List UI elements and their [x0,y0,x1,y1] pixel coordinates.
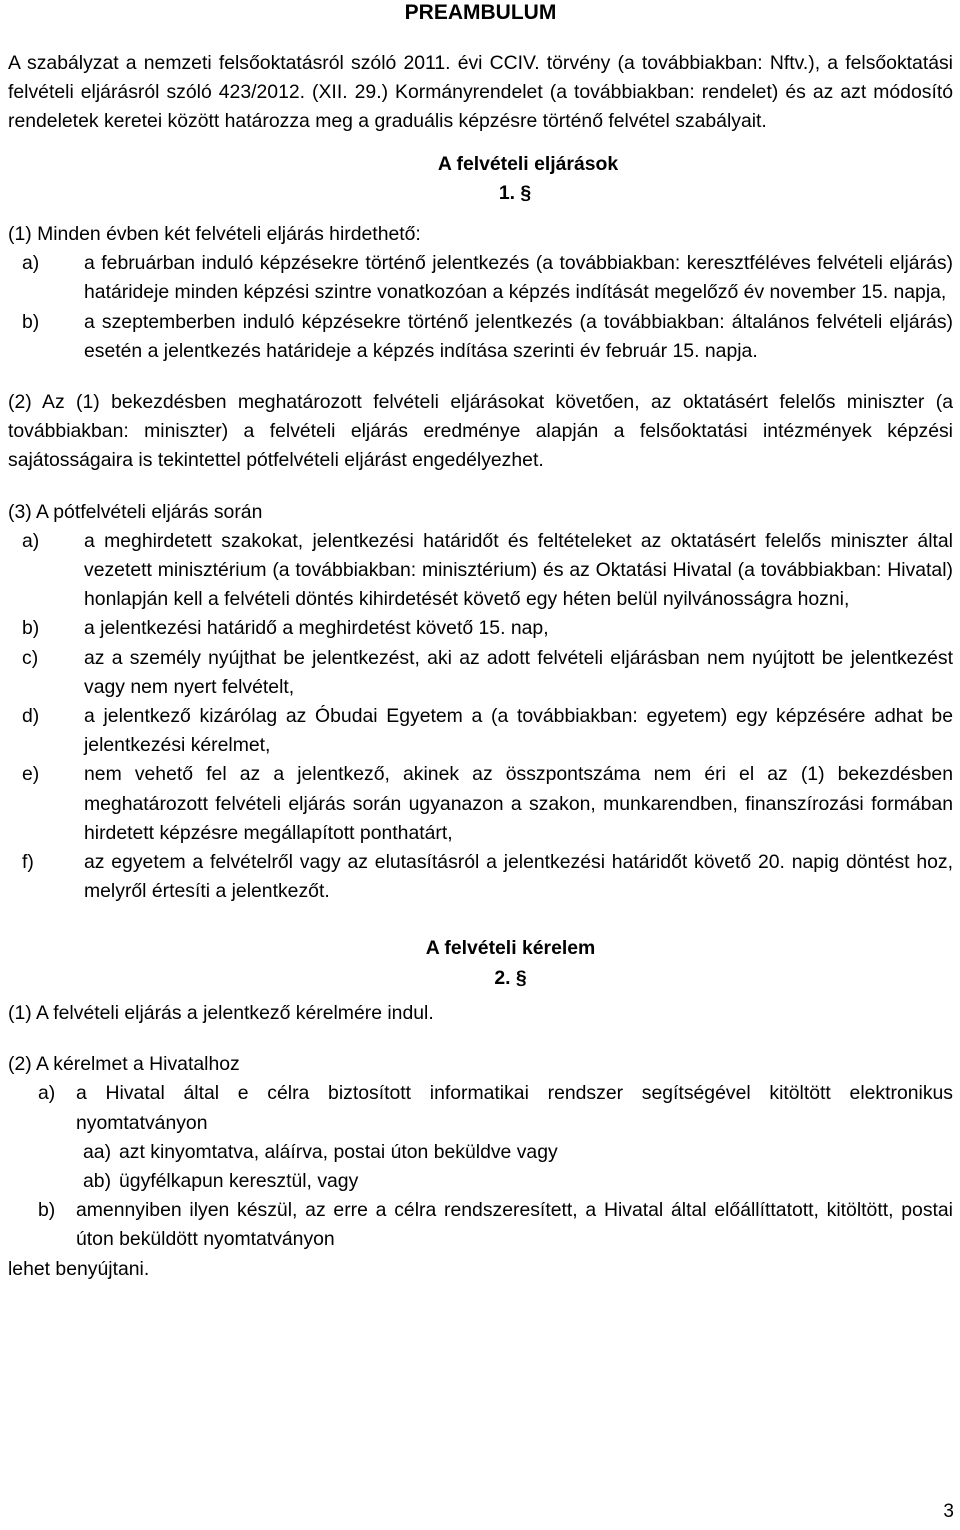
list-text: ügyfélkapun keresztül, vagy [119,1169,359,1192]
list-label: f) [22,851,34,874]
list-text: a Hivatal által e célra biztosított informatikai rendszer segítségével kitöltött elektronikus nyomtatványon [76,1082,953,1134]
s1-p3-item-a [8,527,953,615]
s1-p3-item-f [8,848,953,906]
section-1-number: 1. § [498,181,532,204]
section-2-heading: A felvételi kérelem [425,937,596,960]
list-label: b) [38,1199,56,1222]
s1-p1-item-b [8,308,953,366]
list-text: az a személy nyújthat be jelentkezést, aki az adott felvételi eljárásban nem nyújtott be jelentkezést vagy nem nyert felvételt, [84,646,953,698]
s1-p3-item-d [8,702,953,760]
s1-paragraph-1-intro: (1) Minden évben két felvételi eljárás hirdethető: [8,223,421,246]
list-label: b) [22,310,40,333]
s1-p1-item-a [8,249,953,307]
list-text: azt kinyomtatva, aláírva, postai úton beküldve vagy [119,1140,558,1163]
s2-paragraph-1: (1) A felvételi eljárás a jelentkező kérelmére indul. [8,1001,434,1024]
list-label: d) [22,705,40,728]
s2-p2-item-b [8,1196,953,1254]
section-2-number: 2. § [494,966,527,989]
list-label: a) [22,529,40,552]
list-text: az egyetem a felvételről vagy az elutasításról a jelentkezési határidőt követő 20. napig döntést hoz, melyről értesíti a jelentkezőt. [84,851,953,903]
s2-paragraph-2-intro: (2) A kérelmet a Hivatalhoz [8,1053,240,1076]
list-text: amennyiben ilyen készül, az erre a célra rendszeresített, a Hivatal által előállíttatott, kitöltött, postai úton beküldött nyomtatványon [76,1199,953,1251]
list-text: a szeptemberben induló képzésekre történő jelentkezés (a továbbiakban: általános felvételi eljárás) esetén a jelentkezés határideje a képzés indítása szerinti év február 15. napja. [84,310,953,362]
preamble-paragraph: A szabályzat a nemzeti felsőoktatásról szóló 2011. évi CCIV. törvény (a továbbiakban: Nftv.), a felsőoktatási felvételi eljárásról szóló 423/2012. (XII. 29.) Kormányrendelet (a továbbiakban: rendelet) és az azt módosító rendeletek keretei között határozza meg a graduális képzésre történő felvétel szabályait. [8,52,953,133]
list-label: ab) [83,1169,112,1192]
list-label: c) [22,646,39,669]
s1-p3-item-c [8,644,953,702]
list-text: a februárban induló képzésekre történő jelentkezés (a továbbiakban: keresztféléves felvételi eljárás) határideje minden képzési szintre vonatkozóan a képzés indítását megelőző év november 15. napja, [84,252,953,304]
list-text: a jelentkezési határidő a meghirdetést követő 15. nap, [84,617,549,640]
list-text: nem vehető fel az a jelentkező, akinek az összpontszáma nem éri el az (1) bekezdésben meghatározott felvételi eljárás során ugyanazon a szakon, munkarendben, finanszírozási formában hirdetett képzésre megállapított ponthatárt, [84,763,953,844]
document-page [8,0,953,1284]
list-label: e) [22,763,40,786]
s1-paragraph-2: (2) Az (1) bekezdésben meghatározott felvételi eljárásokat követően, az oktatásért felelős miniszter (a továbbiakban: miniszter) a felvételi eljárás eredménye alapján a felsőoktatási intézmények képzési sajátosságaira is tekintettel pótfelvételi eljárást engedélyezhet. [8,391,953,472]
list-text: a jelentkező kizárólag az Óbudai Egyetem a (a továbbiakban: egyetem) egy képzésére adhat be jelentkezési kérelmet, [84,705,953,757]
s1-paragraph-3-intro: (3) A pótfelvételi eljárás során [8,500,263,523]
list-label: b) [22,617,40,640]
s2-p2-item-a [8,1079,953,1137]
document-title: PREAMBULUM [404,1,557,24]
list-label: aa) [83,1140,112,1163]
s1-p3-item-b [8,614,953,643]
section-1-heading: A felvételi eljárások [437,152,619,175]
list-text: a meghirdetett szakokat, jelentkezési határidőt és feltételeket az oktatásért felelős miniszter által vezetett minisztérium (a továbbiakban: minisztérium) és az Oktatási Hivatal (a továbbiakban: Hivatal) honlapján kell a felvételi döntés kihirdetését követő egy héten belül nyilvánosságra hozni, [84,529,953,611]
s2-closing-line: lehet benyújtani. [8,1257,150,1280]
s1-p3-item-e [8,760,953,848]
list-label: a) [22,252,40,275]
page-number: 3 [943,1500,954,1522]
list-label: a) [38,1082,56,1105]
s2-p2-subitem-aa [8,1138,953,1167]
s2-p2-subitem-ab [8,1167,953,1196]
